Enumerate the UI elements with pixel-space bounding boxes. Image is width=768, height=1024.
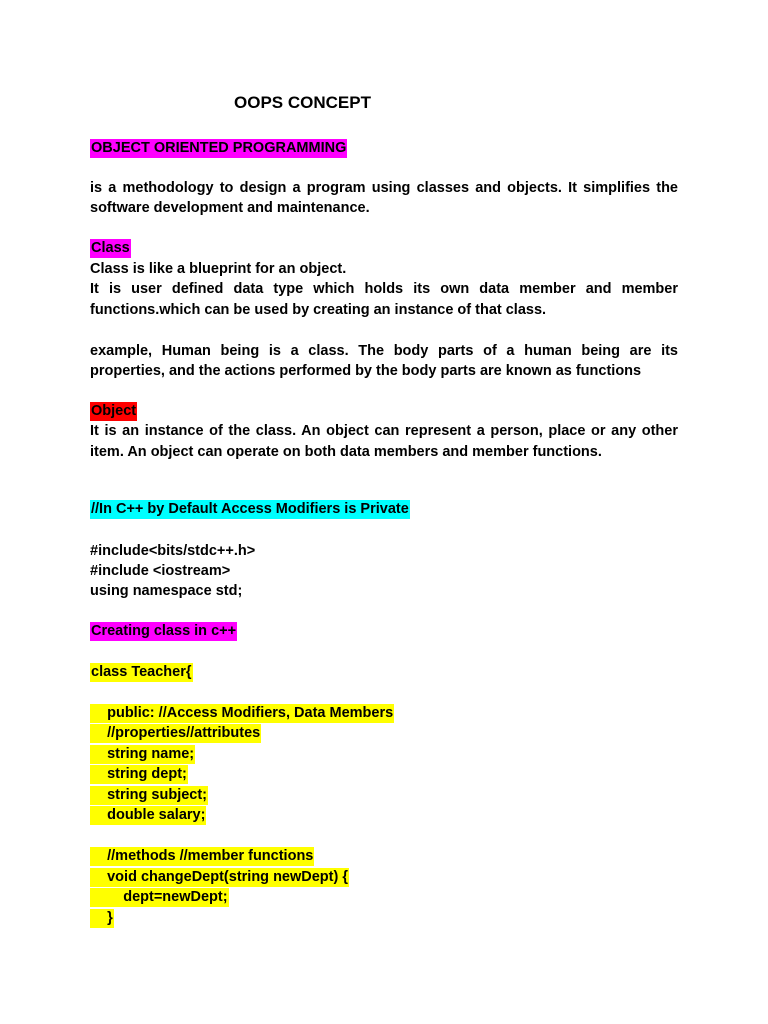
object-text-line-2: item. An object can operate on both data members and member functions. xyxy=(90,444,602,460)
code-line xyxy=(90,723,261,743)
code-line xyxy=(90,867,349,887)
class-heading: Class xyxy=(91,240,130,256)
page-title: OOPS CONCEPT xyxy=(234,93,371,112)
code-field-subject: string subject; xyxy=(91,787,208,803)
include-line-2: #include <iostream> xyxy=(90,563,231,579)
class-text-line-2: It is user defined data type which holds its own data member and member xyxy=(90,281,678,297)
include-line-1: #include<bits/stdc++.h> xyxy=(90,543,256,559)
code-method-signature: void changeDept(string newDept) { xyxy=(91,869,348,885)
code-field-name: string name; xyxy=(91,746,195,762)
code-field-salary: double salary; xyxy=(91,807,206,823)
code-public-line: public: //Access Modifiers, Data Members xyxy=(91,705,394,721)
code-method-body: dept=newDept; xyxy=(91,889,228,905)
creating-class-heading: Creating class in c++ xyxy=(91,623,237,639)
code-line xyxy=(90,805,206,825)
class-text-line-1: Class is like a blueprint for an object. xyxy=(90,261,347,277)
class-example-line-1: example, Human being is a class. The body parts of a human being are its xyxy=(90,343,678,359)
code-methods-comment: //methods //member functions xyxy=(91,848,314,864)
code-field-dept: string dept; xyxy=(91,766,187,782)
creating-class-heading-line xyxy=(90,621,237,641)
access-note-line xyxy=(90,499,410,519)
oop-heading: OBJECT ORIENTED PROGRAMMING xyxy=(91,140,347,156)
code-method-close: } xyxy=(91,910,113,926)
class-example-line-2: properties, and the actions performed by the body parts are known as functions xyxy=(90,363,642,379)
oop-text-line-1: is a methodology to design a program using classes and objects. It simplifies the xyxy=(90,180,678,196)
object-text-line-1: It is an instance of the class. An object can represent a person, place or any other xyxy=(90,423,678,439)
oop-text-line-2: software development and maintenance. xyxy=(90,200,370,216)
object-heading: Object xyxy=(91,403,137,419)
oop-heading-line xyxy=(90,138,347,158)
code-line xyxy=(90,744,195,764)
code-line xyxy=(90,785,208,805)
namespace-line: using namespace std; xyxy=(90,583,243,599)
code-line xyxy=(90,703,394,723)
object-heading-line xyxy=(90,401,137,421)
code-properties-comment: //properties//attributes xyxy=(91,725,261,741)
code-line xyxy=(90,662,193,682)
code-line xyxy=(90,764,188,784)
code-line xyxy=(90,887,229,907)
class-heading-line xyxy=(90,238,131,258)
class-text-line-3: functions.which can be used by creating an instance of that class. xyxy=(90,302,547,318)
access-modifier-note: //In C++ by Default Access Modifiers is Private xyxy=(91,501,409,517)
code-line xyxy=(90,846,314,866)
code-line xyxy=(90,908,114,928)
code-class-declaration: class Teacher{ xyxy=(91,664,192,680)
